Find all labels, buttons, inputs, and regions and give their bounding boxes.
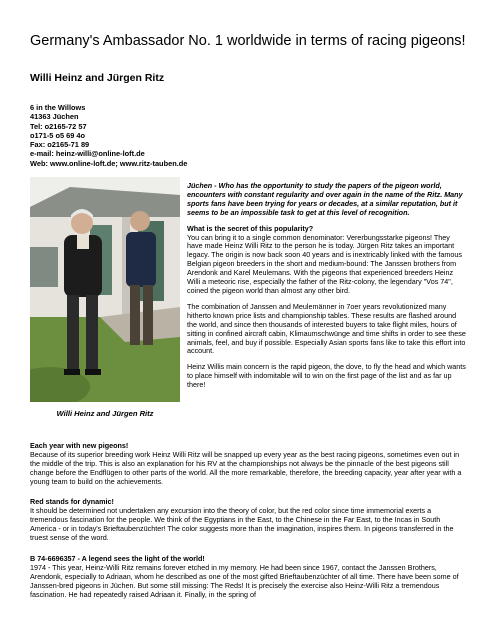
contact-email: e-mail: heinz-willi@online-loft.de [30, 149, 145, 159]
contact-web: Web: www.online-loft.de; www.ritz-tauben.de [30, 158, 188, 168]
contact-fax: Fax: o2165-71 89 [30, 140, 90, 150]
section-text: 1974 - This year, Heinz-Willi Ritz remains forever etched in my memory. He had been since 1967, contact the Janssen Brothers, Arendonk, especially to Adriaan, whom he described as one of the most gifted Brieftaubenzüchter of all time. There have been some of Janssen-bred pigeons in Jüchen. But some still missing: The Reds! It is precisely the exercise also Heinz-Willi Ritz a tremendous fascination. He had repeatedly raised Adriaan it. Finally, in the spring of [30, 562, 459, 599]
contact-address: 6 in the Willows [30, 103, 86, 112]
body-paragraph: Heinz Willis main concern is the rapid pigeon, the dove, to fly the head and which wants to place himself with indomitable will to win on the first page of the list and as far up there! [187, 362, 466, 390]
section-text: It should be determined not undertaken any excursion into the theory of color, but the red color since time immemorial exerts a tremendous fascination for the people. We think of the Egyptians in the East, to the Chinese in the Far East, to the Incas in South America - or in today's Brieftaubenzüchter! The color suggests more than the imagination, inspires them. In pigeons transferred in the truest sense of the word. [30, 505, 454, 542]
body-paragraph: The combination of Janssen and Meulemänner in 7oer years revolutionized many hitherto known price lists and championship tables. These results are flashed around the world, and since then thousands of interested buyers to take flight miles, hours of sitting in confined aircraft cabin, Klimaumschwünge and time shifts in order to see these animals, feel, and buy if possible. Especially Asian sports fans like to take this effort into account. [187, 301, 466, 356]
contact-block [30, 103, 187, 168]
section-text: Because of its superior breeding work Heinz Willi Ritz will be snapped up every year as the best racing pigeons, sometimes even out in the middle of the trip. This is also an explanation for his RV at the championships not always be the pinnacle of the best pigeons still change before the Endflügen to other parts of the world. All the more remarkable, therefore, the breeding capacity, year after year with a young team to build on the achievements. [30, 449, 462, 486]
section-heading: Red stands for dynamic! [30, 497, 114, 506]
intro-paragraph: Jüchen - Who has the opportunity to study the papers of the pigeon world, encounters with constant regularity and over again in the name of the Ritz. Many sports fans have been trying for years or decades, at a similar reputation, but it seems to be an impossible task to get at this level of recognition. [187, 181, 463, 217]
body-paragraph: You can bring it to a single common denominator: Vererbungsstarke pigeons! They have made Heinz Willi Ritz to the person he is today. Jürgen Ritz takes an important legacy. The origin is now back soon 40 years and is inextricably linked with the famous Belgian pigeon breeders in the short and medium-bound: The Janssen brothers from Arendonk and Karel Meulemans. With the pigeons that experienced breeders Heinz Willi a meteoric rise, especially the father of the Ritz-colony, the legendary "Vos 74", coined the pigeon world than almost any other bird. [187, 232, 462, 295]
portrait-photo [30, 177, 180, 402]
contact-mobile: o171-5 o5 69 4o [30, 130, 86, 140]
article-subtitle: Willi Heinz and Jürgen Ritz [30, 72, 165, 84]
right-column [187, 182, 467, 397]
section-red-dynamic [30, 498, 467, 543]
contact-tel: Tel: o2165-72 57 [30, 121, 87, 131]
section-legend [30, 555, 467, 600]
section-new-pigeons [30, 442, 467, 487]
contact-city: 41363 Jüchen [30, 112, 79, 122]
page-title: Germany's Ambassador No. 1 worldwide in terms of racing pigeons! [30, 33, 466, 49]
secret-heading: What is the secret of this popularity? [187, 223, 314, 233]
section-heading: B 74-6696357 - A legend sees the light of the world! [30, 554, 205, 563]
photo-caption: Willi Heinz and Jürgen Ritz [56, 409, 154, 418]
section-heading: Each year with new pigeons! [30, 441, 129, 450]
